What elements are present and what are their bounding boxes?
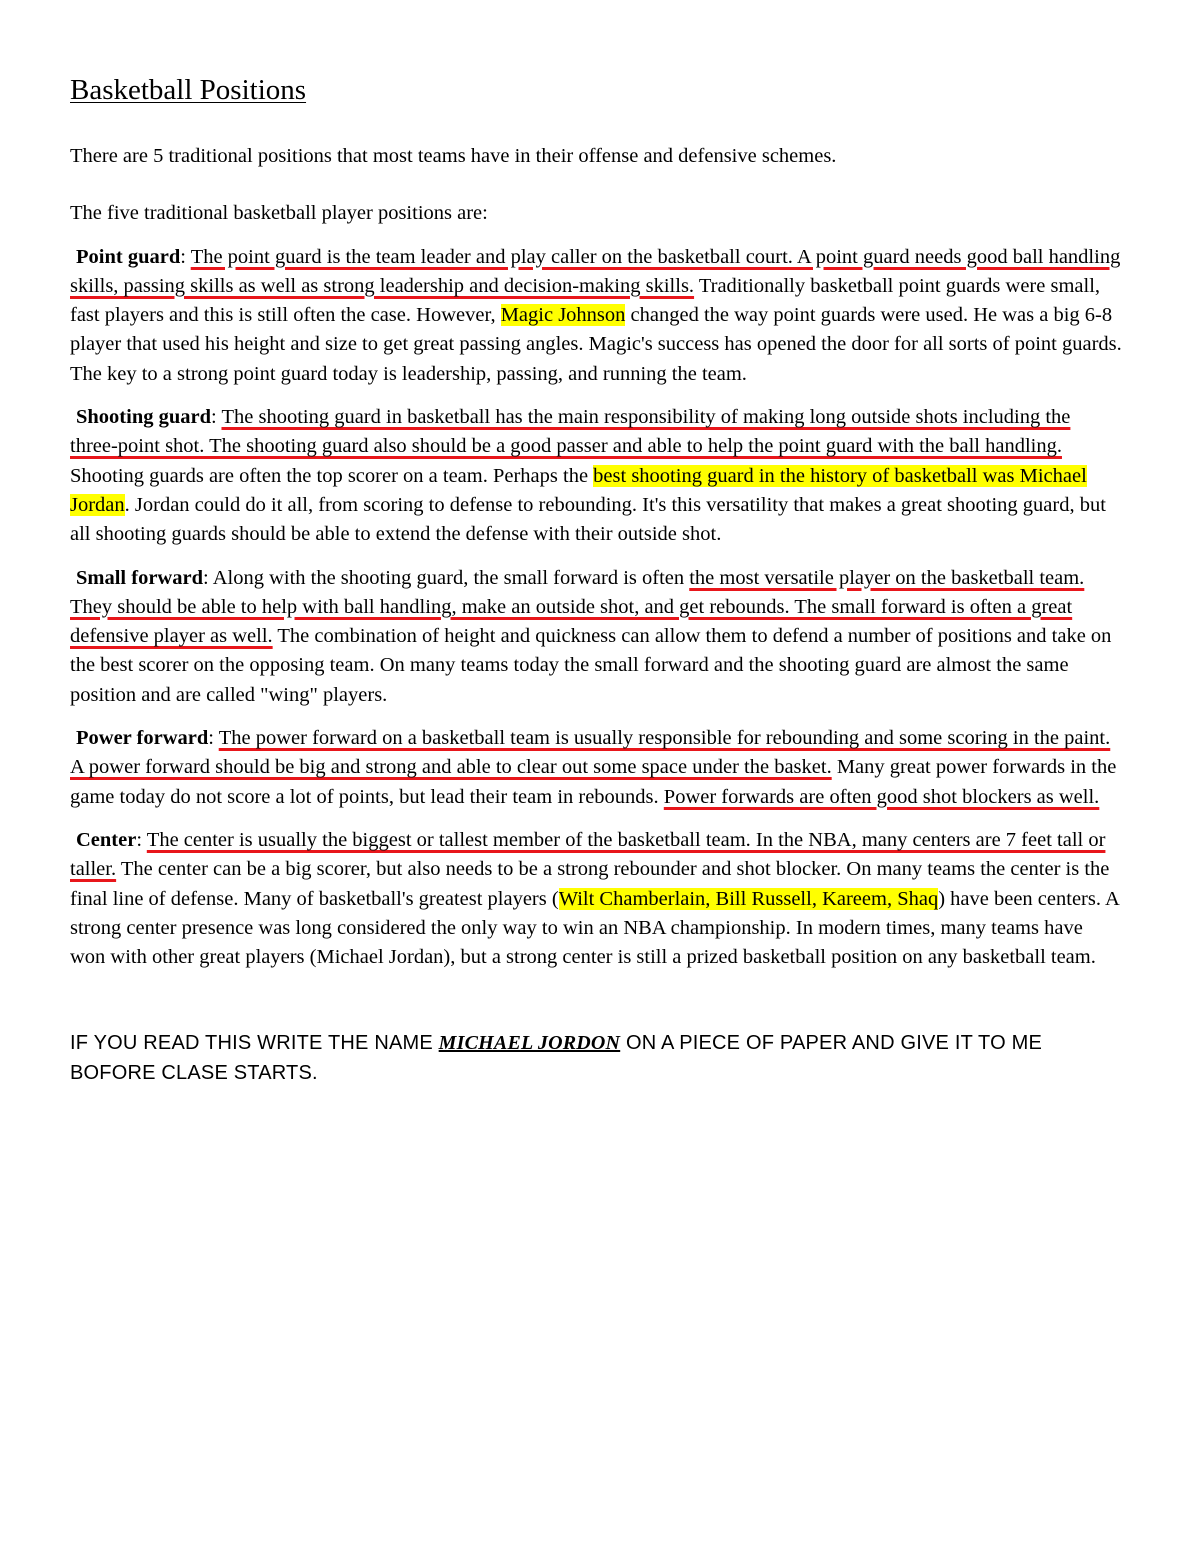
highlighted-text: best shooting guard in the history of basketball was Michael Jordan — [70, 464, 1087, 516]
position-term: Shooting guard — [76, 406, 212, 429]
notice-after: ON A PIECE OF PAPER AND GIVE IT TO ME BOFORE CLASE STARTS. — [70, 1032, 1042, 1085]
notice-text — [70, 1028, 1130, 1088]
body-text: Many great power forwards in the game today do not score a lot of points, but lead their team in rebounds. — [70, 756, 1117, 808]
position-section — [70, 564, 1130, 710]
term-separator: : — [180, 245, 191, 268]
body-text: Along with the shooting guard, the small forward is often — [212, 566, 690, 589]
underlined-text: the most versatile player on the basketball team. They should be able to help with ball handling, make an outside shot, and get rebounds. The small forward is often a great defensive player as well. — [70, 566, 1085, 648]
highlighted-text: Wilt Chamberlain, Bill Russell, Kareem, Shaq — [558, 887, 939, 910]
intro-positions-text: The five traditional basketball player positions are: — [70, 202, 488, 225]
underlined-text: The power forward on a basketball team is usually responsible for rebounding and some scoring in the paint. A power forward should be big and strong and able to clear out some space under the basket. — [70, 727, 1111, 779]
position-section — [70, 403, 1130, 549]
body-text: changed the way point guards were used. He was a big 6-8 player that used his height and size to get great passing angles. Magic's success has opened the door for all sorts of point guards. The key to a strong point guard today is leadership, passing, and running the team. — [70, 304, 1122, 385]
position-term: Power forward — [76, 727, 209, 750]
intro-text: There are 5 traditional positions that most teams have in their offense and defensive schemes. — [70, 145, 837, 167]
underlined-text: The point guard is the team leader and play caller on the basketball court. A point guard needs good ball handling skills, passing skills as well as strong leadership and decision-making skills. — [70, 245, 1121, 297]
position-section — [70, 724, 1130, 812]
position-term: Center — [76, 828, 137, 851]
body-text: ) have been centers. A strong center presence was long considered the only way to win an NBA championship. In modern times, many teams have won with other great players (Michael Jordan), but a strong center is still a prized basketball position on any basketball team. — [70, 887, 1119, 969]
term-separator: : — [202, 566, 213, 589]
position-section — [70, 243, 1130, 389]
body-text: The combination of height and quickness can allow them to defend a number of positions and take on the best scorer on the opposing team. On many teams today the small forward and the shooting guard are almost the same position and are called "wing" players. — [70, 625, 1112, 706]
notice-before: IF YOU READ THIS WRITE THE NAME — [70, 1032, 439, 1055]
position-term: Small forward — [76, 566, 203, 589]
page-title: Basketball Positions — [70, 74, 307, 106]
term-separator: : — [208, 727, 219, 750]
body-text: Traditionally basketball point guards were small, fast players and this is still often the case. However, — [70, 274, 1101, 327]
body-text: . Jordan could do it all, from scoring to defense to rebounding. It's this versatility that makes a great shooting guard, but all shooting guards should be able to extend the defense with their outside shot. — [70, 493, 1106, 546]
underlined-text: Power forwards are often good shot blockers as well. — [663, 785, 1100, 808]
term-separator: : — [136, 828, 147, 851]
notice-name: MICHAEL JORDON — [438, 1032, 621, 1055]
term-separator: : — [211, 406, 222, 429]
position-term: Point guard — [76, 245, 181, 268]
highlighted-text: Magic Johnson — [500, 304, 626, 327]
underlined-text: The shooting guard in basketball has the main responsibility of making long outside shots including the three-point shot. The shooting guard also should be a good passer and able to help the point guard with the ball handling. — [70, 406, 1071, 458]
underlined-text: The center is usually the biggest or tallest member of the basketball team. In the NBA, many centers are 7 feet tall or taller. — [70, 828, 1106, 881]
body-text: Shooting guards are often the top scorer on a team. Perhaps the — [70, 464, 594, 487]
position-section — [70, 826, 1130, 972]
positions-list — [70, 243, 1130, 973]
body-text: The center can be a big scorer, but also needs to be a strong rebounder and shot blocker. On many teams the center is the final line of defense. Many of basketball's greatest players ( — [70, 858, 1110, 910]
